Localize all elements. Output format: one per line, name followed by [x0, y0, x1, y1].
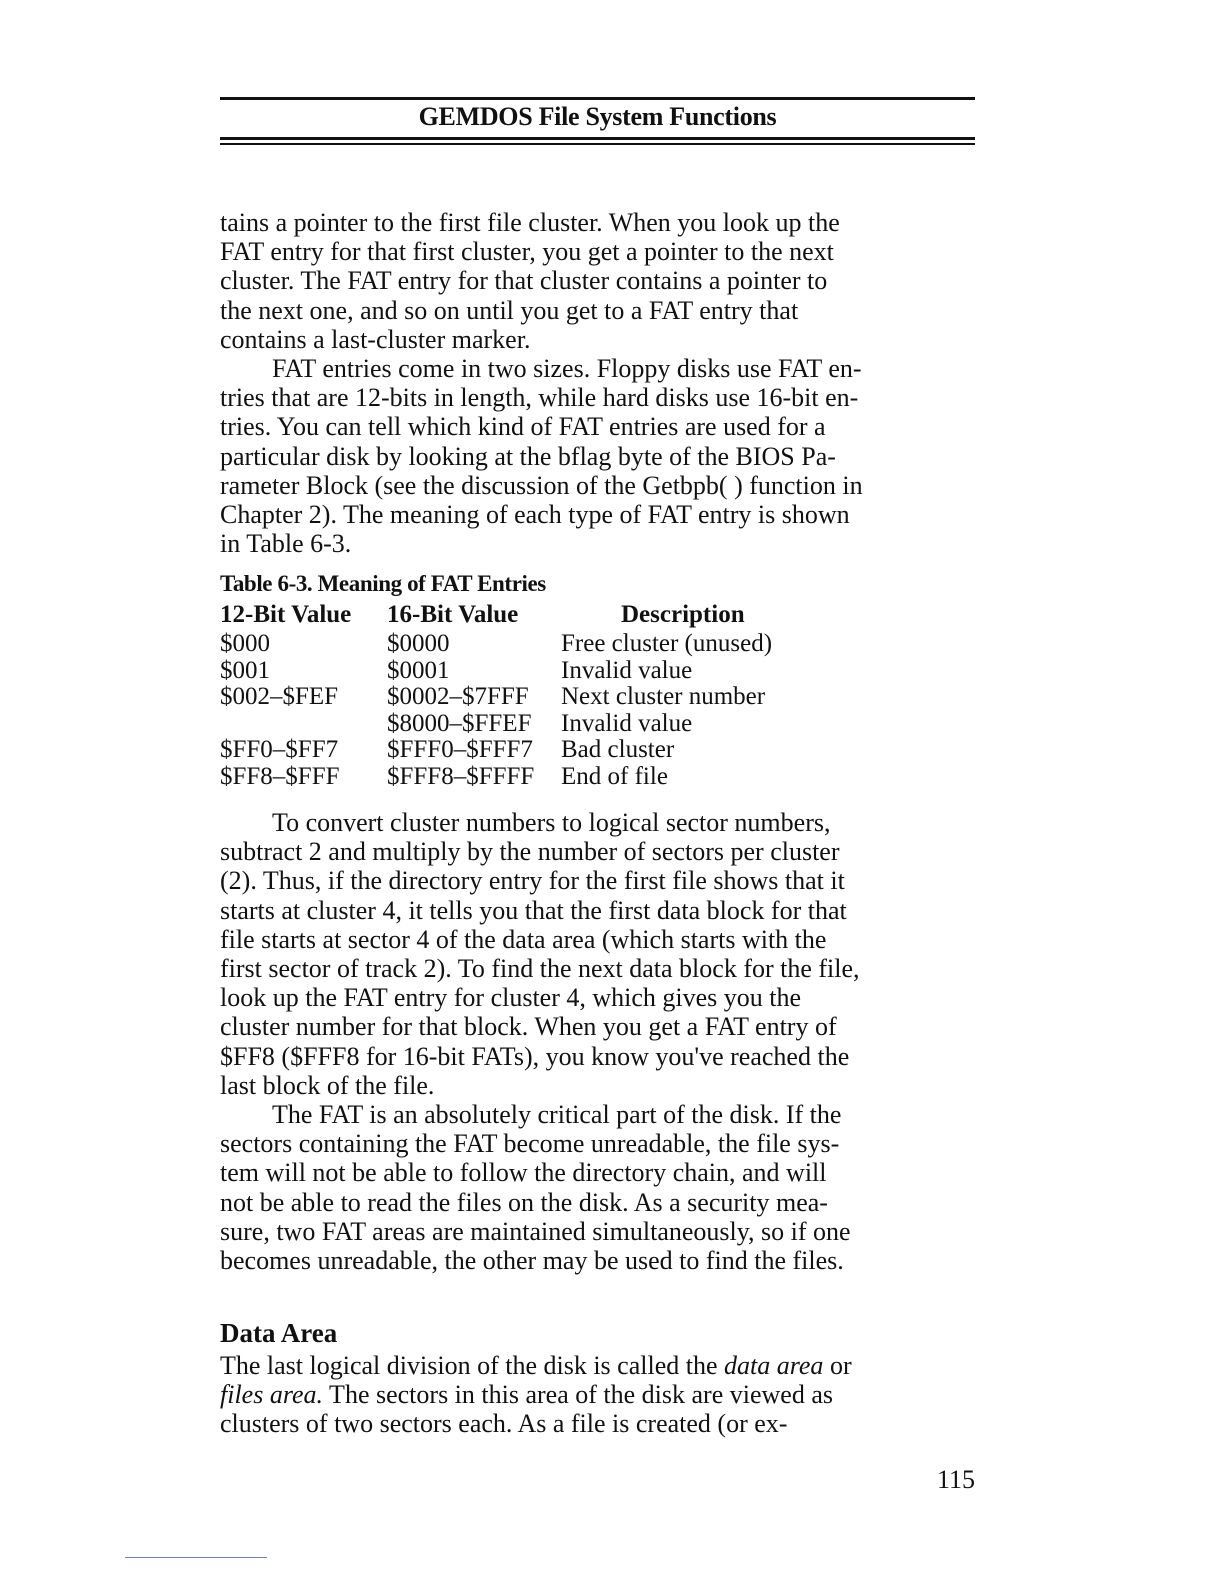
text-line: clusters of two sectors each. As a file is created (or ex-	[220, 1409, 788, 1439]
text-line: last block of the file.	[220, 1070, 435, 1100]
page-number: 115	[936, 1465, 975, 1494]
cell: $0002–$7FFF	[387, 683, 529, 711]
text-line: tem will not be able to follow the directory chain, and will	[220, 1158, 827, 1188]
running-header: GEMDOS File System Functions	[418, 102, 777, 131]
italic-term: files area.	[220, 1380, 324, 1410]
cell: $002–$FEF	[220, 683, 339, 711]
column-header: Description	[621, 601, 745, 628]
table-caption: Table 6-3. Meaning of FAT Entries	[220, 571, 546, 596]
text-line: The FAT is an absolutely critical part of the disk. If the	[272, 1100, 842, 1130]
text-line: $FF8 ($FFF8 for 16-bit FATs), you know you've reached the	[220, 1041, 850, 1071]
cell: $FFF8–$FFFF	[387, 762, 535, 790]
text-line: To convert cluster numbers to logical sector numbers,	[272, 808, 831, 837]
text-line: tains a pointer to the first file cluster. When you look up the	[220, 208, 840, 237]
text: The last logical division of the disk is called the	[220, 1351, 725, 1380]
cell: $001	[220, 656, 270, 684]
text-line: rameter Block (see the discussion of the Getbpb( ) function in	[220, 470, 863, 500]
cell: $FF8–$FFF	[220, 762, 340, 790]
paragraph-3	[220, 808, 980, 1275]
text-line: tries that are 12-bits in length, while hard disks use 16-bit en-	[220, 383, 859, 413]
text-line	[220, 1380, 980, 1409]
text-line: cluster. The FAT entry for that cluster contains a pointer to	[220, 266, 828, 296]
text-line: particular disk by looking at the bflag byte of the BIOS Pa-	[220, 441, 836, 471]
text: or	[823, 1351, 852, 1380]
text-line	[220, 1351, 980, 1380]
column-header: 16-Bit Value	[387, 601, 519, 628]
text-line: in Table 6-3.	[220, 529, 352, 559]
text-line: sure, two FAT areas are maintained simultaneously, so if one	[220, 1216, 851, 1246]
header-rule-bottom	[220, 143, 975, 145]
text-line: look up the FAT entry for cluster 4, which gives you the	[220, 983, 802, 1013]
text: The sectors in this area of the disk are viewed as	[323, 1380, 833, 1410]
text-line: (2). Thus, if the directory entry for the first file shows that it	[220, 866, 845, 896]
italic-term: data area	[724, 1351, 824, 1380]
cell: End of file	[561, 762, 668, 790]
column-header: 12-Bit Value	[220, 601, 352, 628]
cell: Invalid value	[561, 709, 693, 737]
text-line: Chapter 2). The meaning of each type of FAT entry is shown	[220, 500, 850, 530]
cell: $000	[220, 630, 270, 657]
scan-artifact-line	[125, 1557, 267, 1558]
text-line: cluster number for that block. When you get a FAT entry of	[220, 1012, 837, 1042]
cell: $8000–$FFEF	[387, 709, 532, 737]
cell: $0000	[387, 630, 450, 657]
text-line: not be able to read the files on the disk. As a security mea-	[220, 1187, 828, 1217]
text-line: file starts at sector 4 of the data area (which starts with the	[220, 924, 827, 954]
cell: Invalid value	[561, 656, 693, 684]
text-line: becomes unreadable, the other may be used to find the files.	[220, 1246, 844, 1276]
text-line: contains a last-cluster marker.	[220, 324, 531, 354]
paragraph-1	[220, 208, 980, 558]
cell: $0001	[387, 656, 450, 684]
cell: Free cluster (unused)	[561, 630, 773, 657]
text-line: tries. You can tell which kind of FAT entries are used for a	[220, 412, 826, 442]
text-line: sectors containing the FAT become unreadable, the file sys-	[220, 1129, 840, 1159]
cell: $FFF0–$FFF7	[387, 736, 533, 764]
text-line: FAT entry for that first cluster, you get a pointer to the next	[220, 237, 834, 267]
section-heading: Data Area	[220, 1318, 338, 1348]
text-line: FAT entries come in two sizes. Floppy disks use FAT en-	[272, 354, 862, 384]
text-line: the next one, and so on until you get to a FAT entry that	[220, 295, 799, 325]
text-line: starts at cluster 4, it tells you that the first data block for that	[220, 895, 847, 925]
header-rule-middle	[220, 137, 975, 140]
header-rule-top	[220, 97, 975, 100]
cell: $FF0–$FF7	[220, 736, 339, 764]
paragraph-data-area	[220, 1351, 980, 1439]
cell: Next cluster number	[561, 683, 766, 711]
text-line: subtract 2 and multiply by the number of sectors per cluster	[220, 837, 840, 867]
cell: Bad cluster	[561, 736, 675, 764]
text-line: first sector of track 2). To find the next data block for the file,	[220, 954, 860, 984]
